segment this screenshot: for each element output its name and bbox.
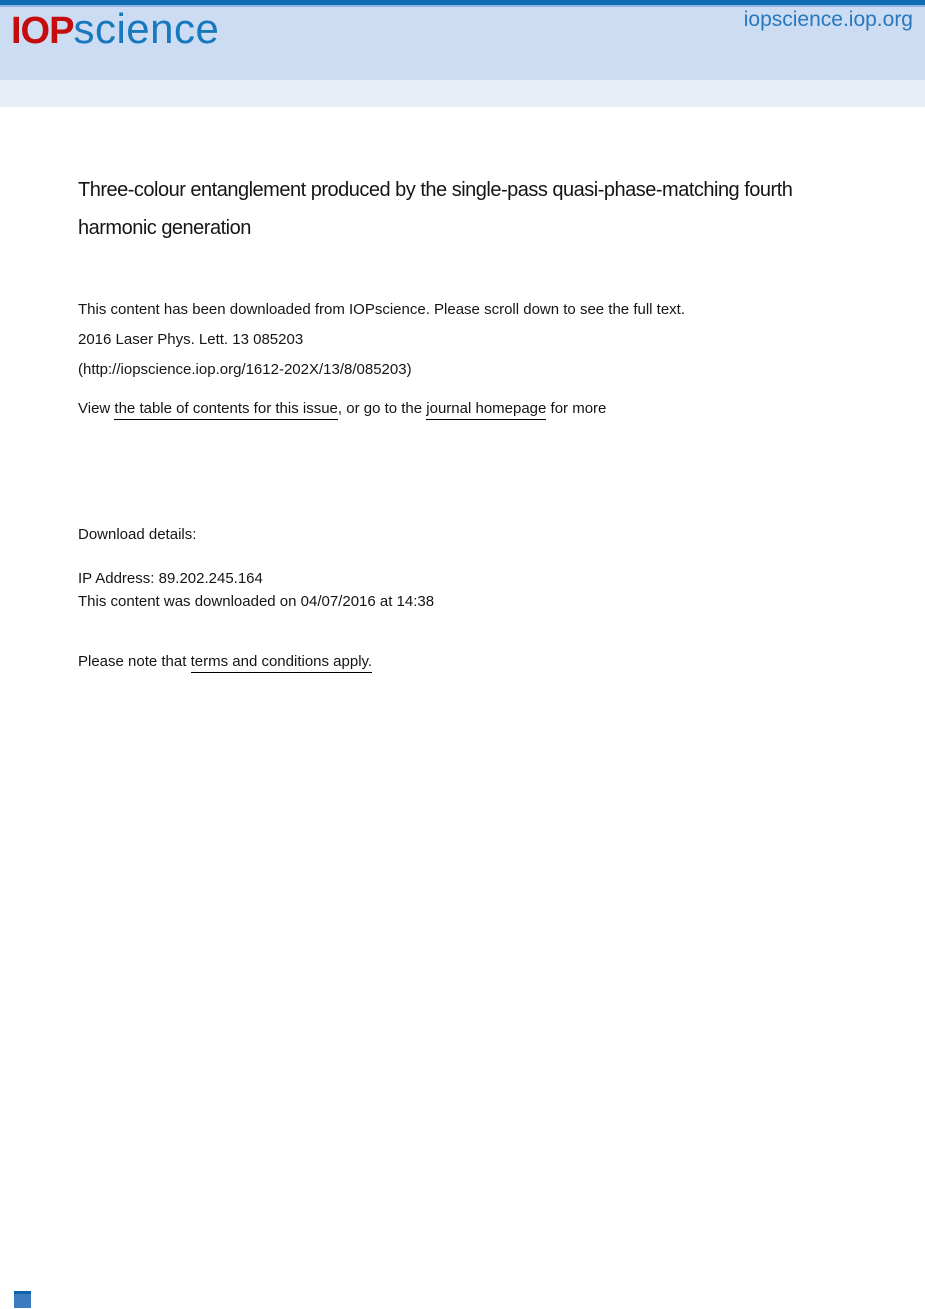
journal-homepage-link[interactable]: journal homepage: [426, 400, 546, 420]
view-prefix: View: [78, 400, 115, 417]
citation: 2016 Laser Phys. Lett. 13 085203: [78, 331, 304, 348]
logo-science-text: science: [73, 5, 220, 52]
terms-note-prefix: Please note that: [78, 653, 191, 670]
view-line: [78, 399, 606, 418]
header-subband: [0, 80, 925, 107]
article-url: (http://iopscience.iop.org/1612-202X/13/8/085203): [78, 361, 412, 378]
view-middle: , or go to the: [337, 400, 427, 417]
download-details-heading: Download details:: [78, 526, 197, 543]
downloaded-on-line: This content was downloaded on 04/07/2016 at 14:38: [78, 593, 435, 610]
view-suffix: for more: [546, 400, 607, 417]
terms-and-conditions-link[interactable]: terms and conditions apply.: [191, 653, 373, 673]
next-page-header-sliver: [14, 1291, 31, 1308]
site-url: iopscience.iop.org: [743, 8, 913, 31]
terms-note-line: [78, 652, 372, 671]
iopscience-logo: [11, 6, 219, 54]
table-of-contents-link[interactable]: the table of contents for this issue: [114, 400, 337, 420]
article-title: Three-colour entanglement produced by the single-pass quasi-phase-matching fourth harmonic generation: [78, 179, 798, 239]
downloaded-note: This content has been downloaded from IOPscience. Please scroll down to see the full text.: [78, 301, 686, 318]
logo-iop-text: IOP: [11, 10, 74, 52]
ip-address-line: IP Address: 89.202.245.164: [78, 570, 263, 587]
